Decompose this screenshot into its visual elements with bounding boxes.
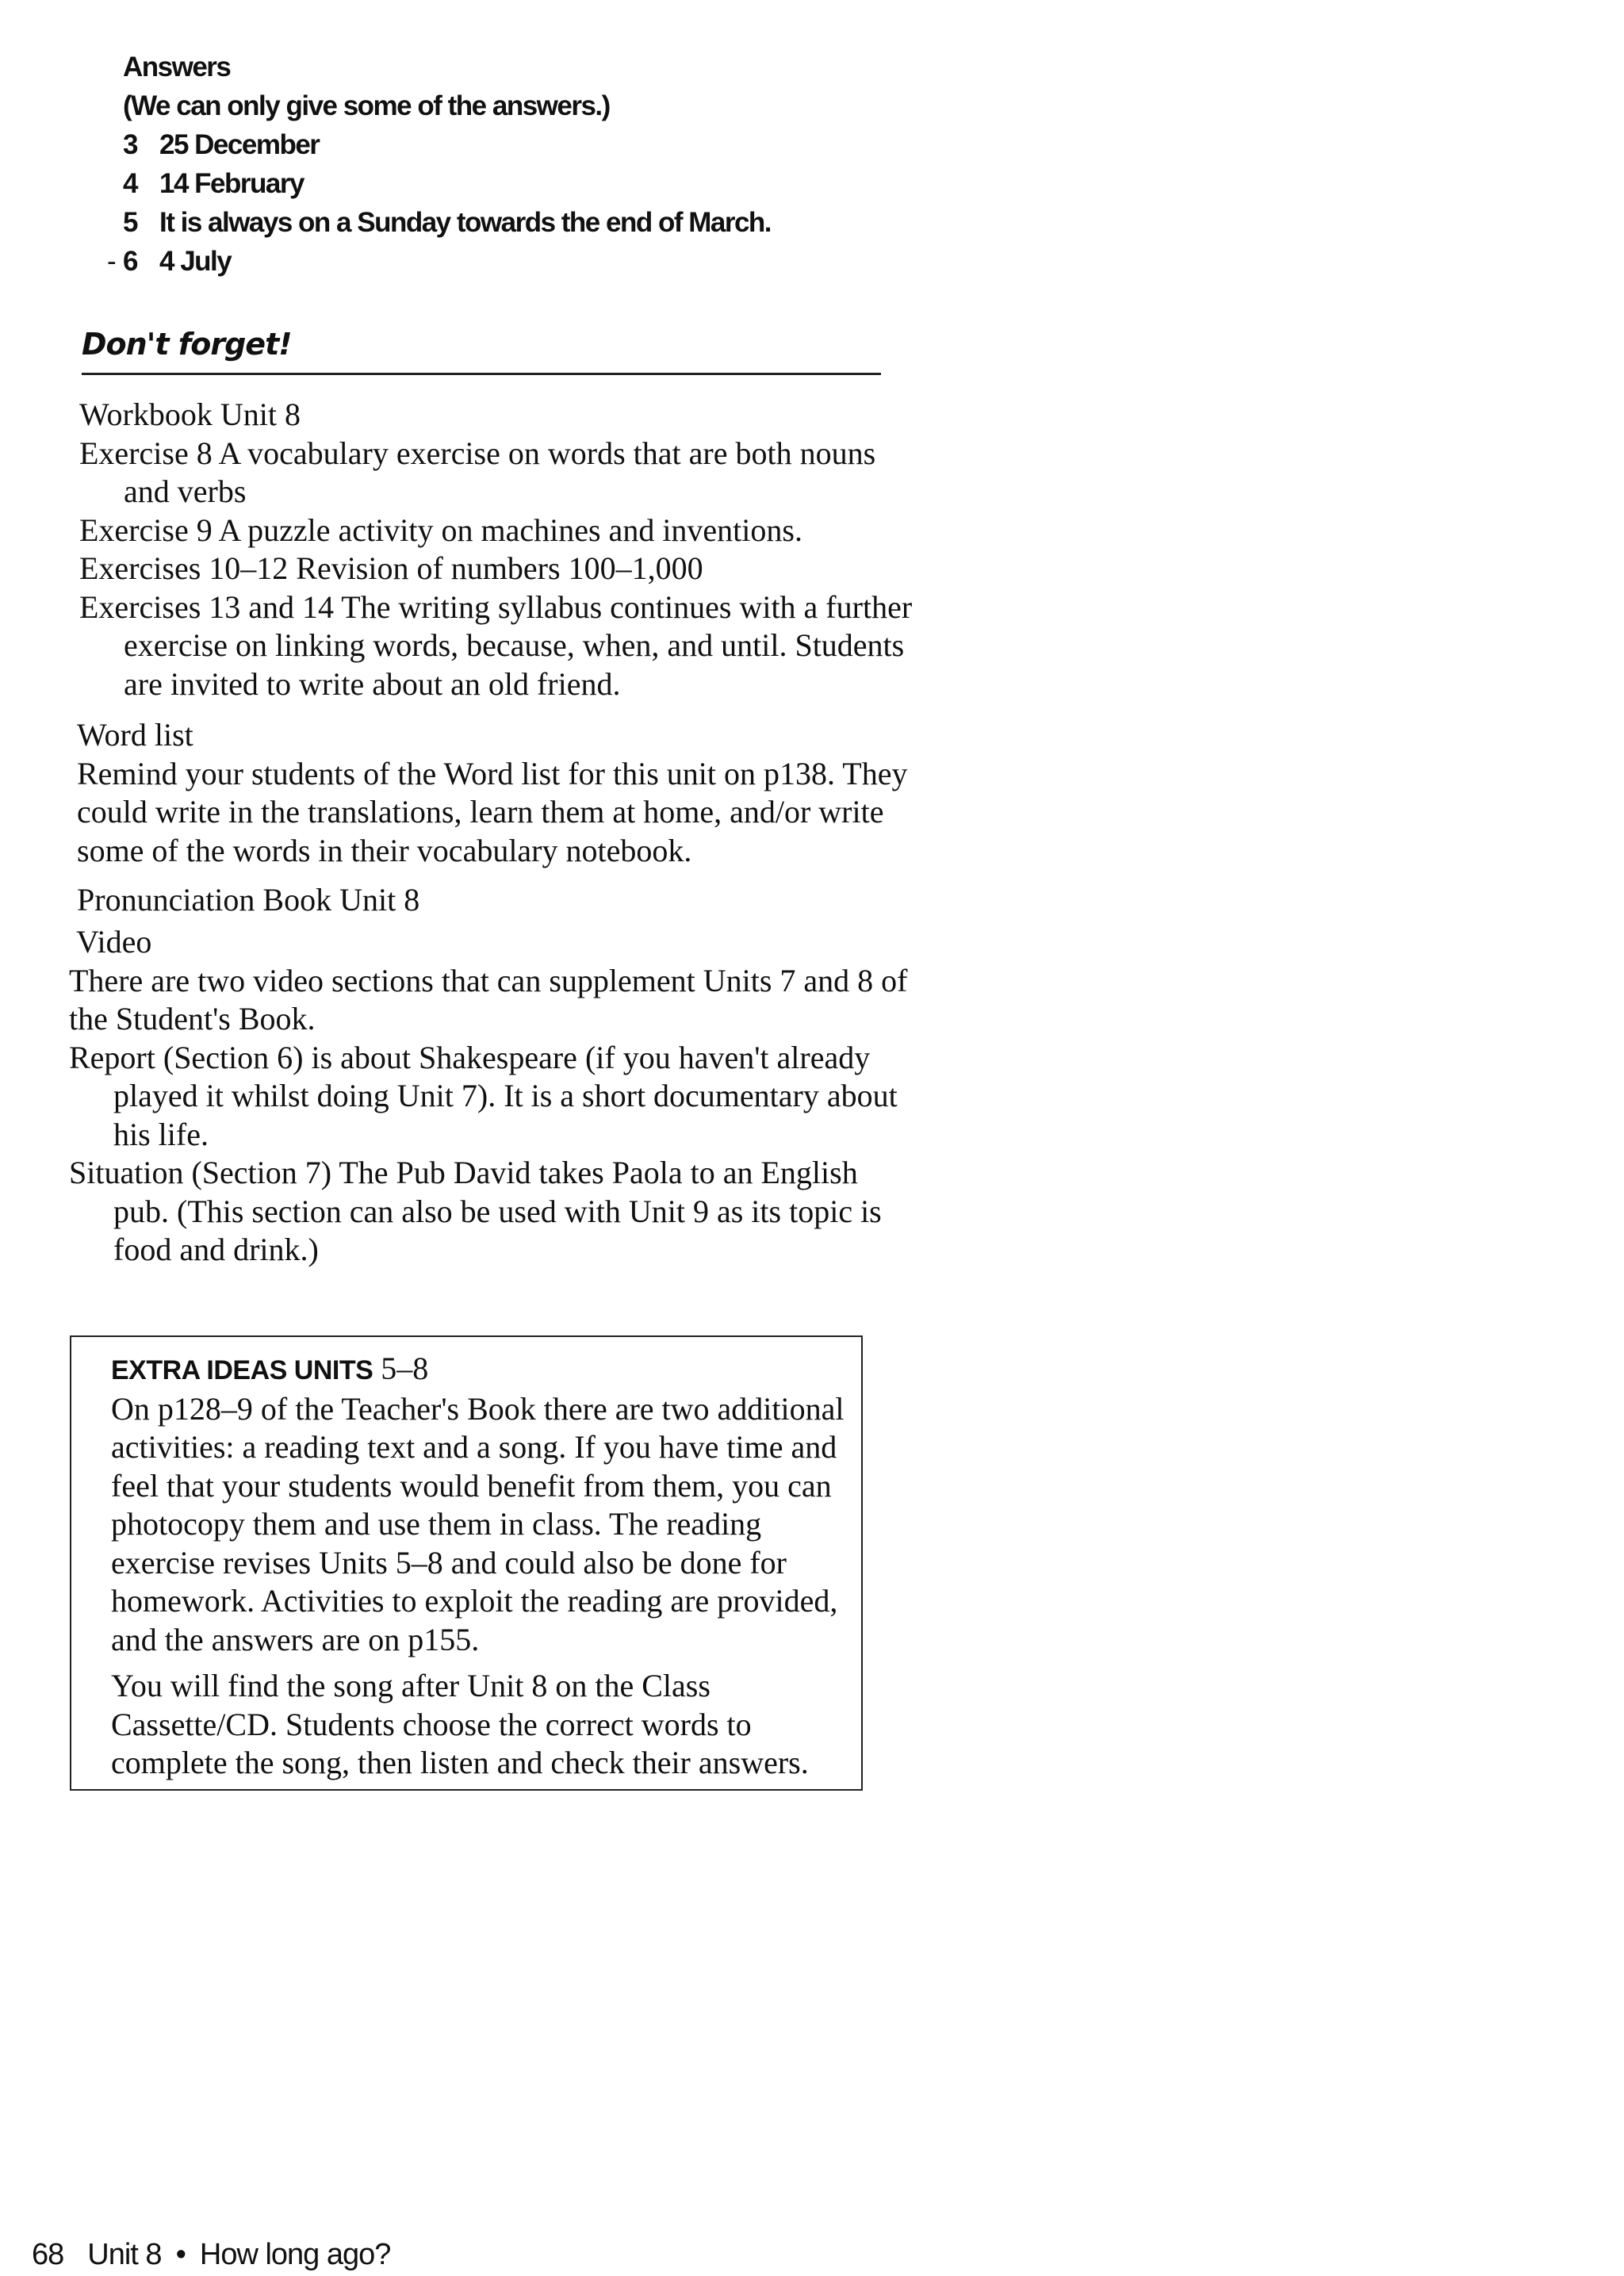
video-section (69, 923, 917, 1270)
workbook-section (79, 396, 928, 703)
extra-ideas-box (70, 1335, 863, 1791)
video-intro: There are two video sections that can supplement Units 7 and 8 of the Student's Book. (69, 962, 908, 1036)
answer-prefix: - (107, 246, 116, 277)
footer-separator: • (175, 2238, 186, 2271)
answers-title: Answers (123, 52, 231, 82)
answer-number: 6 (123, 246, 137, 277)
word-list-section (77, 716, 925, 920)
answer-item (123, 164, 916, 203)
answer-item (123, 203, 916, 242)
workbook-item: Exercises 13 and 14 The writing syllabus continues with a further exercise on linking words, because, when, and until. Students are invited to write about an old friend. (79, 588, 913, 702)
extra-ideas-range: 5–8 (381, 1351, 429, 1386)
extra-ideas-paragraph: You will find the song after Unit 8 on the Class Cassette/CD. Students choose the correct words to complete the song, then listen and check their answers. (111, 1668, 809, 1780)
workbook-item: Exercise 9 A puzzle activity on machines and inventions. (79, 512, 802, 548)
workbook-item: Exercise 8 A vocabulary exercise on words that are both nouns and verbs (79, 435, 876, 509)
heading-rule (82, 373, 881, 375)
footer-unit: Unit 8 (87, 2238, 162, 2271)
footer-title: How long ago? (199, 2238, 391, 2271)
word-list-text: Remind your students of the Word list for this unit on p138. They could write in the translations, learn them at home, and/or write some of the words in their vocabulary notebook. (77, 755, 908, 868)
pronunciation-line: Pronunciation Book Unit 8 (77, 882, 420, 918)
answer-text: 25 December (159, 129, 320, 160)
extra-ideas-title: EXTRA IDEAS UNITS (111, 1355, 373, 1385)
extra-ideas-content (111, 1350, 872, 1783)
answer-item (123, 125, 916, 164)
answer-number: 3 (123, 129, 137, 160)
answer-number: 5 (123, 207, 137, 238)
answer-item (107, 242, 916, 281)
video-item: Situation (Section 7) The Pub David takes Paola to an English pub. (This section can also be used with Unit 9 as its topic is food and drink.) (69, 1155, 882, 1267)
video-title: Video (76, 924, 152, 960)
extra-ideas-heading (111, 1350, 872, 1390)
answers-note: (We can only give some of the answers.) (123, 90, 610, 121)
answer-text: 4 July (159, 246, 232, 277)
answer-number: 4 (123, 168, 137, 199)
video-item: Report (Section 6) is about Shakespeare (if you haven't already played it whilst doing Unit 7). It is a short documentary about his life. (69, 1039, 898, 1152)
page-number: 68 (32, 2238, 64, 2271)
extra-ideas-paragraph: On p128–9 of the Teacher's Book there are two additional activities: a reading text and a song. If you have time and feel that your students would benefit from them, you can photocopy them and use them in class. The reading exercise revises Units 5–8 and could also be done for homework. Activities to exploit the reading are provided, and the answers are on p155. (111, 1390, 845, 1657)
answer-text: It is always on a Sunday towards the end of March. (159, 207, 772, 238)
workbook-title: Workbook Unit 8 (79, 397, 301, 432)
page-footer (32, 2238, 390, 2272)
answer-text: 14 February (159, 168, 304, 199)
dont-forget-heading: Don't forget! (82, 327, 292, 362)
answers-section (107, 48, 916, 281)
word-list-title: Word list (77, 717, 193, 753)
workbook-item: Exercises 10–12 Revision of numbers 100–1,000 (79, 550, 703, 586)
